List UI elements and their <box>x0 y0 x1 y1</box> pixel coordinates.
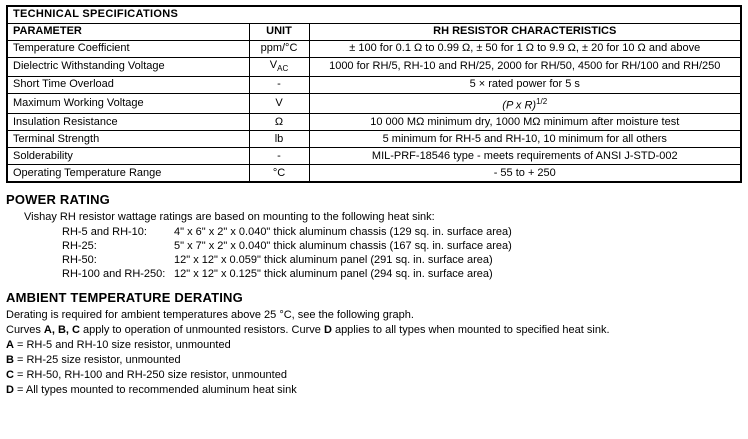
cell-parameter: Solderability <box>7 148 249 165</box>
cell-parameter: Insulation Resistance <box>7 114 249 131</box>
power-rating-intro: Vishay RH resistor wattage ratings are based on mounting to the following heat sink: <box>24 210 435 223</box>
table-row <box>7 57 741 76</box>
cell-unit: - <box>249 76 309 93</box>
column-header-unit: UNIT <box>249 23 309 40</box>
formula-text: (P x R) <box>502 99 537 112</box>
cell-unit <box>249 57 309 76</box>
curve-letter: A <box>6 338 14 351</box>
cell-parameter: Operating Temperature Range <box>7 165 249 182</box>
derating-heading: AMBIENT TEMPERATURE DERATING <box>6 289 243 305</box>
curve-letter: C <box>6 368 14 381</box>
curve-description: = RH-50, RH-100 and RH-250 size resistor, unmounted <box>13 368 287 381</box>
cell-unit: lb <box>249 131 309 148</box>
cell-unit: V <box>249 93 309 114</box>
cell-parameter: Short Time Overload <box>7 76 249 93</box>
column-header-parameter: PARAMETER <box>7 23 249 40</box>
list-item <box>62 253 742 267</box>
list-item <box>62 225 742 239</box>
unit-main: V <box>269 58 278 71</box>
table-row <box>7 131 741 148</box>
curves-bold-abc: A, B, C <box>43 323 80 336</box>
cell-unit: - <box>249 148 309 165</box>
table-row <box>7 93 741 114</box>
derating-curves-line <box>6 323 742 338</box>
curves-text: applies to all types when mounted to specified heat sink. <box>331 323 610 336</box>
formula-superscript: 1/2 <box>536 96 548 106</box>
heat-sink-description: 12" x 12" x 0.059" thick aluminum panel (291 sq. in. surface area) <box>174 253 493 266</box>
list-item <box>62 267 742 281</box>
cell-value: - 55 to + 250 <box>309 165 741 182</box>
column-header-characteristics: RH RESISTOR CHARACTERISTICS <box>309 23 741 40</box>
curve-description: = RH-25 size resistor, unmounted <box>13 353 181 366</box>
heat-sink-label: RH-25: <box>62 239 97 252</box>
curve-definition <box>6 353 742 368</box>
column-header-row <box>7 23 741 40</box>
curves-text: Curves <box>6 323 44 336</box>
heat-sink-label: RH-5 and RH-10: <box>62 225 147 238</box>
heat-sink-description: 4" x 6" x 2" x 0.040" thick aluminum chassis (129 sq. in. surface area) <box>174 225 512 238</box>
list-item <box>62 239 742 253</box>
table-title-row <box>7 6 741 23</box>
heat-sink-description: 12" x 12" x 0.125" thick aluminum panel (294 sq. in. surface area) <box>174 267 493 280</box>
cell-value: 10 000 MΩ minimum dry, 1000 MΩ minimum after moisture test <box>309 114 741 131</box>
technical-specifications-table <box>6 5 742 183</box>
curves-bold-d: D <box>323 323 332 336</box>
cell-parameter: Terminal Strength <box>7 131 249 148</box>
table-title: TECHNICAL SPECIFICATIONS <box>7 6 741 23</box>
curve-letter: D <box>6 383 14 396</box>
cell-unit: ppm/°C <box>249 40 309 57</box>
cell-value: 1000 for RH/5, RH-10 and RH/25, 2000 for RH/50, 4500 for RH/100 and RH/250 <box>309 57 741 76</box>
curve-definition <box>6 338 742 353</box>
heat-sink-description: 5" x 7" x 2" x 0.040" thick aluminum chassis (167 sq. in. surface area) <box>174 239 512 252</box>
curve-description: = RH-5 and RH-10 size resistor, unmounted <box>13 338 231 351</box>
cell-value: ± 100 for 0.1 Ω to 0.99 Ω, ± 50 for 1 Ω to 9.9 Ω, ± 20 for 10 Ω and above <box>309 40 741 57</box>
cell-parameter: Dielectric Withstanding Voltage <box>7 57 249 76</box>
curve-definition <box>6 383 742 398</box>
curves-text: apply to operation of unmounted resistors. Curve <box>79 323 324 336</box>
unit-subscript: AC <box>277 63 289 73</box>
cell-value: 5 × rated power for 5 s <box>309 76 741 93</box>
curve-description: = All types mounted to recommended aluminum heat sink <box>13 383 297 396</box>
cell-value <box>309 93 741 114</box>
table-row <box>7 114 741 131</box>
ambient-temperature-derating-section <box>6 290 742 398</box>
heat-sink-label: RH-50: <box>62 253 97 266</box>
table-row <box>7 148 741 165</box>
table-row <box>7 165 741 182</box>
cell-parameter: Maximum Working Voltage <box>7 93 249 114</box>
table-row <box>7 40 741 57</box>
curve-definition <box>6 368 742 383</box>
cell-unit: °C <box>249 165 309 182</box>
table-row <box>7 76 741 93</box>
power-rating-list <box>62 225 742 281</box>
cell-parameter: Temperature Coefficient <box>7 40 249 57</box>
derating-intro-line: Derating is required for ambient temperatures above 25 °C, see the following graph. <box>6 308 414 321</box>
power-rating-heading: POWER RATING <box>6 191 110 207</box>
cell-unit: Ω <box>249 114 309 131</box>
cell-value: MIL-PRF-18546 type - meets requirements of ANSI J-STD-002 <box>309 148 741 165</box>
cell-value: 5 minimum for RH-5 and RH-10, 10 minimum for all others <box>309 131 741 148</box>
power-rating-section <box>6 192 742 281</box>
curve-letter: B <box>6 353 14 366</box>
heat-sink-label: RH-100 and RH-250: <box>62 267 166 280</box>
